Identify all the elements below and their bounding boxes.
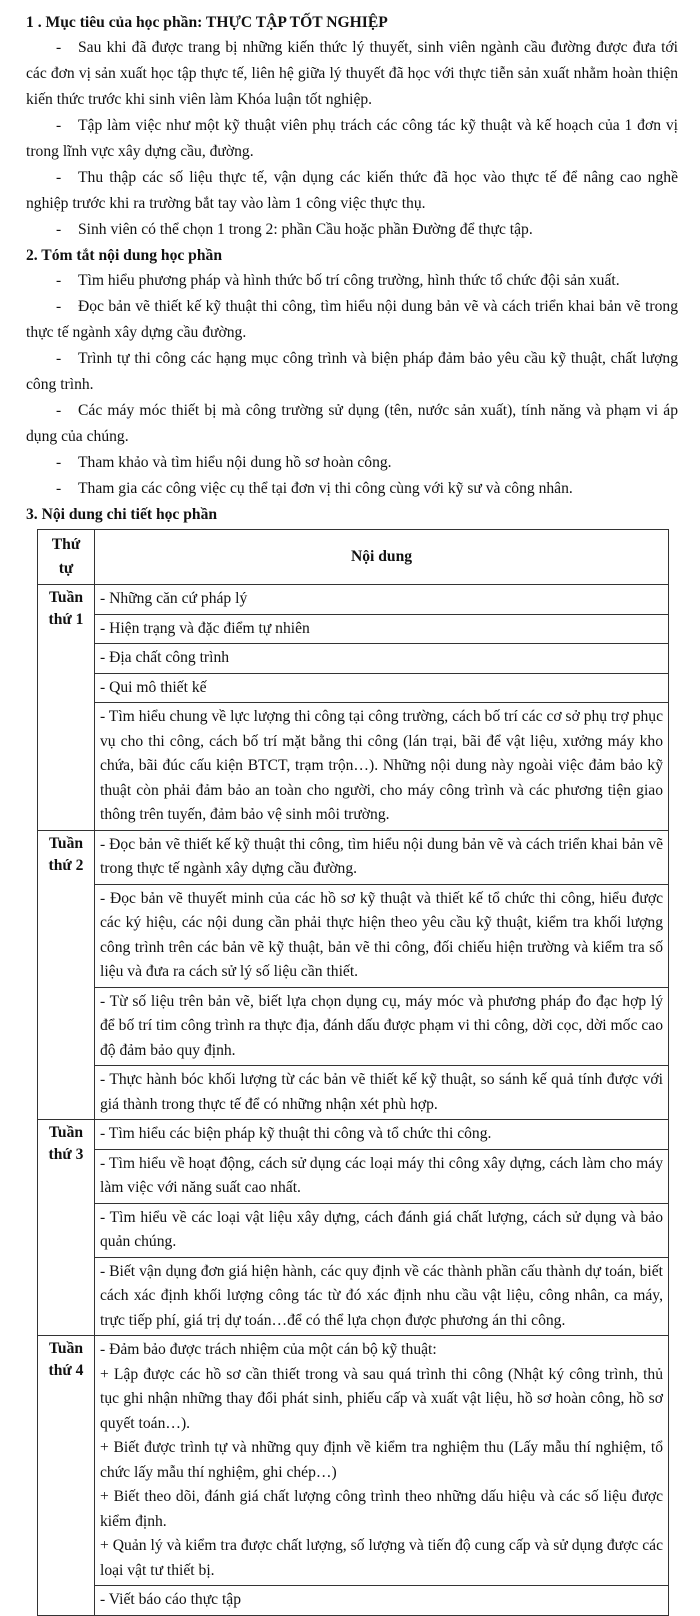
table-header-row <box>38 530 669 585</box>
section2-list <box>26 268 678 502</box>
table-cell: - Tìm hiểu về hoạt động, cách sử dụng các loại máy thi công xây dựng, cách làm cho máy làm việc với năng suất cao nhất. <box>95 1149 669 1203</box>
header-stt: Thứ tự <box>38 530 95 585</box>
week-label: Tuần thứ 1 <box>38 585 95 831</box>
table-row <box>38 1066 669 1120</box>
week-label: Tuần thứ 2 <box>38 830 95 1120</box>
table-row <box>38 1149 669 1203</box>
section2-item: - Đọc bản vẽ thiết kế kỹ thuật thi công, tìm hiểu nội dung bản vẽ và cách triển khai bản vẽ trong thực tế ngành xây dựng cầu đường. <box>26 298 678 341</box>
table-cell: - Địa chất công trình <box>95 644 669 674</box>
section2-item: - Tìm hiểu phương pháp và hình thức bố trí công trường, hình thức tổ chức đội sản xuất. <box>56 272 620 289</box>
section1-item: - Tập làm việc như một kỹ thuật viên phụ trách các công tác kỹ thuật và kế hoạch của 1 đơn vị trong lĩnh vực xây dựng cầu, đường. <box>26 117 678 160</box>
table-row <box>38 673 669 703</box>
table-row <box>38 1586 669 1616</box>
section2-title: 2. Tóm tắt nội dung học phần <box>26 247 222 264</box>
table-row <box>38 644 669 674</box>
detail-table <box>37 529 669 1616</box>
section1-item: - Sinh viên có thể chọn 1 trong 2: phần Cầu hoặc phần Đường để thực tập. <box>56 221 533 238</box>
section2-item: - Trình tự thi công các hạng mục công trình và biện pháp đảm bảo yêu cầu kỹ thuật, chất lượng công trình. <box>26 350 678 393</box>
table-row <box>38 585 669 615</box>
section3-title: 3. Nội dung chi tiết học phần <box>26 506 218 523</box>
table-cell: - Biết vận dụng đơn giá hiện hành, các quy định về các thành phần cấu thành dự toán, biết cách xác định khối lượng công tác từ đó xác định nhu cầu vật liệu, công nhân, ca máy, trực tiếp phí, giá trị dự toán…để có thể lựa chọn được phương án thi công. <box>95 1257 669 1336</box>
section2-item: - Tham khảo và tìm hiểu nội dung hồ sơ hoàn công. <box>56 454 392 471</box>
table-cell: - Qui mô thiết kế <box>95 673 669 703</box>
table-cell: - Đọc bản vẽ thiết kế kỹ thuật thi công, tìm hiểu nội dung bản vẽ và cách triển khai bản vẽ trong thực tế ngành xây dựng cầu đường. <box>95 830 669 884</box>
table-cell: - Tìm hiểu chung về lực lượng thi công tại công trường, cách bố trí các cơ sở phụ trợ phục vụ cho thi công, cách bố trí mặt bằng thi công (lán trại, bãi để vật liệu, xưởng máy kho chứa, bãi đúc cấu kiện BTCT, trạm trộn…). Những nội dung này ngoài việc đảm bảo kỹ thuật còn phải đảm bảo an toàn cho người, cho máy công trình và các phương tiện giao thông trên tuyến, đảm bảo vệ sinh môi trường. <box>95 703 669 831</box>
section1-item: - Sau khi đã được trang bị những kiến thức lý thuyết, sinh viên ngành cầu đường được đưa tới các đơn vị sản xuất học tập thực tế, liên hệ giữa lý thuyết đã học với thực tiễn sản xuất nhằm hoàn thiện kiến thức trước khi sinh viên làm Khóa luận tốt nghiệp. <box>26 39 678 108</box>
table-row <box>38 614 669 644</box>
week-label: Tuần thứ 3 <box>38 1120 95 1336</box>
table-row <box>38 830 669 884</box>
section1-list <box>26 35 678 243</box>
table-row <box>38 987 669 1066</box>
table-cell: - Đảm bảo được trách nhiệm của một cán bộ kỹ thuật: + Lập được các hồ sơ cần thiết trong và sau quá trình thi công (Nhật ký công trình, thủ tục ghi nhận những thay đổi phát sinh, phiếu cấp và xuất vật liệu, hồ sơ hoàn công, hồ sơ quyết toán…). + Biết được trình tự và những quy định về kiểm tra nghiệm thu (Lấy mẫu thí nghiệm, tổ chức lấy mẫu thí nghiệm, ghi chép…) + Biết theo dõi, đánh giá chất lượng công trình theo những dấu hiệu và các số liệu được kiểm định. + Quản lý và kiểm tra được chất lượng, số lượng và tiến độ cung cấp và sử dụng được các loại vật tư thiết bị. <box>95 1336 669 1586</box>
table-row <box>38 1203 669 1257</box>
table-cell: - Từ số liệu trên bản vẽ, biết lựa chọn dụng cụ, máy móc và phương pháp đo đạc hợp lý để bố trí tim công trình ra thực địa, đánh dấu được phạm vi thi công, dời cọc, dời mốc cao độ đảm bảo quy định. <box>95 987 669 1066</box>
table-cell: - Thực hành bóc khối lượng từ các bản vẽ thiết kế kỹ thuật, so sánh kế quả tính được với giá thành trong thực tế để có những nhận xét phù hợp. <box>95 1066 669 1120</box>
table-cell: - Tìm hiểu các biện pháp kỹ thuật thi công và tổ chức thi công. <box>95 1120 669 1150</box>
section1-item: - Thu thập các số liệu thực tế, vận dụng các kiến thức đã học vào thực tế để nâng cao nghề nghiệp trước khi ra trường bắt tay vào làm 1 công việc thực thụ. <box>26 169 678 212</box>
section2-item: - Các máy móc thiết bị mà công trường sử dụng (tên, nước sản xuất), tính năng và phạm vi áp dụng của chúng. <box>26 402 678 445</box>
table-cell: - Viết báo cáo thực tập <box>95 1586 669 1616</box>
table-row <box>38 1120 669 1150</box>
table-row <box>38 884 669 987</box>
header-content: Nội dung <box>95 530 669 585</box>
section2-item: - Tham gia các công việc cụ thể tại đơn vị thi công cùng với kỹ sư và công nhân. <box>56 480 573 497</box>
table-cell: - Những căn cứ pháp lý <box>95 585 669 615</box>
week-label: Tuần thứ 4 <box>38 1336 95 1616</box>
table-row <box>38 1257 669 1336</box>
table-cell: - Tìm hiểu về các loại vật liệu xây dựng, cách đánh giá chất lượng, cách sử dụng và bảo quản chúng. <box>95 1203 669 1257</box>
table-cell: - Đọc bản vẽ thuyết minh của các hồ sơ kỹ thuật và thiết kế tổ chức thi công, hiểu được các ký hiệu, các nội dung cần phải thực hiện theo yêu cầu kỹ thuật, kiểm tra khối lượng công trình trên các bản vẽ kỹ thuật, bản vẽ thi công, đối chiếu hiện trường và kiểm tra số liệu và đưa ra cách sử lý số liệu cần thiết. <box>95 884 669 987</box>
table-row <box>38 703 669 831</box>
table-row <box>38 1336 669 1586</box>
section1-title: 1 . Mục tiêu của học phần: THỰC TẬP TỐT NGHIỆP <box>26 14 388 31</box>
table-cell: - Hiện trạng và đặc điểm tự nhiên <box>95 614 669 644</box>
